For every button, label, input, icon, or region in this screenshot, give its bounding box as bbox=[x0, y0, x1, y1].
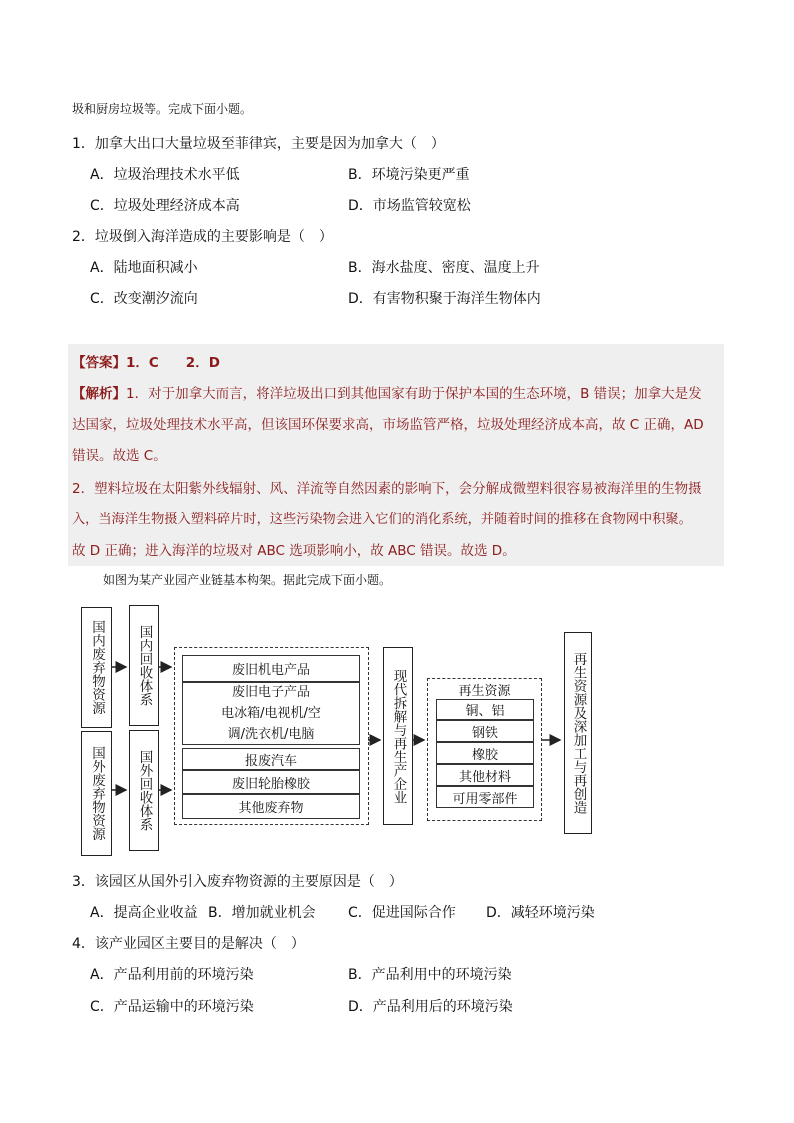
renewable-item: 铜、铝 bbox=[436, 699, 534, 720]
question-3-stem: 3．该园区从国外引入废弃物资源的主要原因是（ ） bbox=[72, 874, 403, 890]
q2-option-d[interactable]: D．有害物积聚于海洋生物体内 bbox=[348, 291, 541, 307]
waste-item: 报废汽车 bbox=[182, 748, 360, 770]
question-2-stem: 2．垃圾倒入海洋造成的主要影响是（ ） bbox=[72, 229, 333, 245]
q3-option-a[interactable]: A．提高企业收益 bbox=[90, 905, 198, 921]
intro-fragment: 圾和厨房垃圾等。完成下面小题。 bbox=[72, 102, 253, 116]
analysis-line-3: 错误。故选 C。 bbox=[72, 448, 167, 464]
renewable-item: 钢铁 bbox=[436, 720, 534, 742]
q4-option-d[interactable]: D．产品利用后的环境污染 bbox=[348, 999, 513, 1015]
answer-label: 【答案】 bbox=[72, 355, 126, 371]
foreign-waste-resource: 国外废弃物资源 bbox=[81, 731, 112, 856]
q2-option-a[interactable]: A．陆地面积减小 bbox=[90, 260, 198, 276]
foreign-recycling-system: 国外回收体系 bbox=[129, 730, 159, 851]
question-1-stem: 1．加拿大出口大量垃圾至菲律宾，主要是因为加拿大（ ） bbox=[72, 136, 445, 152]
q4-option-a[interactable]: A．产品利用前的环境污染 bbox=[90, 967, 254, 983]
q3-option-d[interactable]: D．减轻环境污染 bbox=[486, 905, 595, 921]
q4-option-c[interactable]: C．产品运输中的环境污染 bbox=[90, 999, 254, 1015]
renewable-resource-title: 再生资源 bbox=[458, 684, 511, 699]
q2-option-c[interactable]: C．改变潮汐流向 bbox=[90, 291, 198, 307]
q2-option-b[interactable]: B．海水盐度、密度、温度上升 bbox=[348, 260, 540, 276]
analysis-text: 1．对于加拿大而言，将洋垃圾出口到其他国家有助于保护本国的生态环境，B 错误；加拿大是发 bbox=[126, 386, 702, 402]
answer-text: 1．C 2．D bbox=[126, 355, 220, 371]
waste-item: 其他废弃物 bbox=[182, 794, 360, 819]
waste-item: 废旧机电产品 bbox=[182, 655, 360, 682]
renewable-item: 其他材料 bbox=[436, 764, 534, 786]
domestic-waste-resource: 国内废弃物资源 bbox=[81, 607, 112, 728]
diagram-intro: 如图为某产业园产业链基本构架。据此完成下面小题。 bbox=[103, 573, 392, 587]
q3-option-c[interactable]: C．促进国际合作 bbox=[348, 905, 456, 921]
analysis-line-6: 故 D 正确；进入海洋的垃圾对 ABC 选项影响小，故 ABC 错误。故选 D。 bbox=[72, 543, 516, 559]
question-4-stem: 4．该产业园区主要目的是解决（ ） bbox=[72, 936, 305, 952]
q1-option-a[interactable]: A．垃圾治理技术水平低 bbox=[90, 167, 240, 183]
analysis-line-4: 2．塑料垃圾在太阳紫外线辐射、风、洋流等自然因素的影响下，会分解成微塑料很容易被海洋里的生物摄 bbox=[72, 481, 702, 497]
dismantling-enterprise: 现代拆解与再生产企业 bbox=[383, 647, 413, 825]
waste-item-electronics: 废旧电子产品 电冰箱/电视机/空 调/洗衣机/电脑 bbox=[182, 682, 360, 745]
analysis-label: 【解析】 bbox=[72, 386, 126, 402]
waste-item: 废旧轮胎橡胶 bbox=[182, 770, 360, 794]
renewable-item: 橡胶 bbox=[436, 742, 534, 764]
analysis-line-5: 入，当海洋生物摄入塑料碎片时，这些污染物会进入它们的消化系统，并随着时间的推移在食物网中积聚。 bbox=[72, 512, 692, 527]
analysis-line-2: 达国家，垃圾处理技术水平高，但该国环保要求高，市场监管严格，垃圾处理经济成本高，故 C 正确，AD bbox=[72, 417, 704, 433]
renewable-item: 可用零部件 bbox=[436, 786, 534, 808]
q1-option-b[interactable]: B．环境污染更严重 bbox=[348, 167, 470, 183]
q1-option-d[interactable]: D．市场监管较宽松 bbox=[348, 198, 471, 214]
domestic-recycling-system: 国内回收体系 bbox=[129, 605, 159, 726]
q1-option-c[interactable]: C．垃圾处理经济成本高 bbox=[90, 198, 240, 214]
q4-option-b[interactable]: B．产品利用中的环境污染 bbox=[348, 967, 512, 983]
deep-processing-recreation: 再生资源及深加工与再创造 bbox=[564, 632, 592, 834]
q3-option-b[interactable]: B．增加就业机会 bbox=[208, 905, 316, 921]
